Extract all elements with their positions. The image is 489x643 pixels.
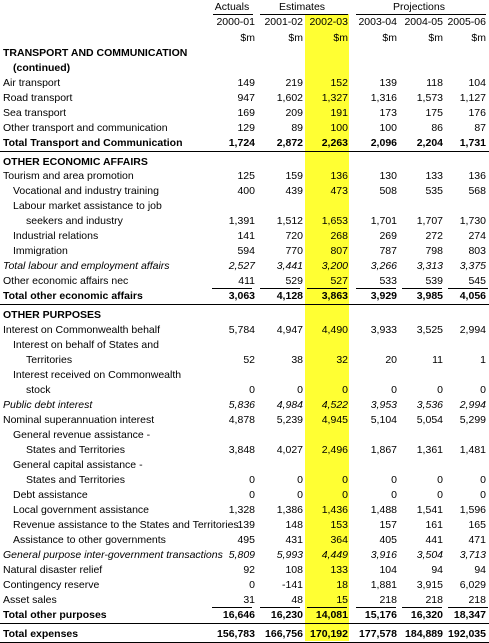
cell-value: 508	[379, 185, 397, 197]
cell-value: 6,029	[459, 579, 486, 591]
cell-value: 3,848	[228, 444, 255, 456]
cell-value: 20	[385, 354, 397, 366]
group-projections: Projections	[393, 1, 445, 13]
row-label: General purpose inter-government transactions	[3, 549, 223, 561]
cell-value: 473	[330, 185, 348, 197]
row-label: Interest received on Commonwealth	[13, 369, 182, 381]
cell-value: 2,994	[459, 324, 486, 336]
table-row	[0, 229, 489, 243]
table-row	[0, 458, 489, 472]
cell-value: 3,200	[321, 260, 348, 272]
row-label: Contingency reserve	[3, 579, 100, 591]
cell-value: 798	[425, 245, 443, 257]
cell-value: 192,035	[448, 628, 486, 640]
cell-value: 0	[480, 489, 486, 501]
cell-value: 1,867	[370, 444, 397, 456]
table-row	[0, 259, 489, 273]
row-label: Road transport	[3, 92, 73, 104]
cell-value: 533	[379, 275, 397, 287]
cell-value: 11	[432, 354, 443, 366]
cell-value: 3,063	[228, 290, 255, 302]
cell-value: 4,449	[321, 549, 348, 561]
cell-value: 1	[480, 354, 486, 366]
cell-value: 545	[468, 275, 486, 287]
cell-value: 1,512	[276, 215, 303, 227]
cell-value: 720	[285, 230, 303, 242]
table-row	[0, 413, 489, 427]
unit-header: $m	[288, 32, 303, 44]
cell-value: 1,881	[370, 579, 397, 591]
cell-value: 100	[330, 122, 348, 134]
cell-value: 3,863	[321, 290, 348, 302]
cell-value: 108	[285, 564, 303, 576]
cell-value: 1,391	[228, 215, 255, 227]
cell-value: 431	[285, 534, 303, 546]
cell-value: 527	[330, 275, 348, 287]
cell-value: 161	[425, 519, 443, 531]
cell-value: 149	[237, 77, 255, 89]
cell-value: 1,731	[459, 137, 486, 149]
cell-value: 0	[480, 384, 486, 396]
cell-value: 94	[431, 564, 443, 576]
table-row	[0, 169, 489, 183]
year-header: 2000-01	[216, 16, 255, 28]
cell-value: 0	[391, 474, 397, 486]
cell-value: 169	[237, 107, 255, 119]
cell-value: 0	[297, 489, 303, 501]
cell-value: 48	[291, 594, 303, 606]
cell-value: 1,541	[416, 504, 443, 516]
cell-value: 539	[425, 275, 443, 287]
row-label: Local government assistance	[13, 504, 149, 516]
cell-value: 364	[330, 534, 348, 546]
cell-value: 803	[468, 245, 486, 257]
cell-value: -141	[281, 579, 303, 591]
cell-value: 441	[425, 534, 443, 546]
cell-value: 4,490	[321, 324, 348, 336]
cell-value: 2,527	[228, 260, 255, 272]
cell-value: 5,239	[276, 414, 303, 426]
cell-value: 175	[425, 107, 443, 119]
cell-value: 1,386	[276, 504, 303, 516]
total-rule	[0, 623, 489, 624]
cell-value: 2,994	[459, 399, 486, 411]
table-row	[0, 428, 489, 442]
cell-value: 176	[468, 107, 486, 119]
row-label: Industrial relations	[13, 230, 99, 242]
year-header: 2004-05	[404, 16, 443, 28]
row-label: Revenue assistance to the States and Territories	[13, 519, 239, 531]
table-row	[0, 91, 489, 105]
cell-value: 770	[285, 245, 303, 257]
cell-value: 3,985	[416, 290, 443, 302]
cell-value: 100	[379, 122, 397, 134]
cell-value: 1,361	[416, 444, 443, 456]
cell-value: 2,872	[276, 137, 303, 149]
cell-value: 3,713	[459, 549, 486, 561]
cell-value: 125	[237, 170, 255, 182]
table-row	[0, 578, 489, 592]
row-label: Labour market assistance to job	[13, 200, 162, 212]
table-row	[0, 473, 489, 487]
cell-value: 170,192	[310, 628, 348, 640]
cell-value: 219	[285, 77, 303, 89]
cell-value: 594	[237, 245, 255, 257]
cell-value: 86	[431, 122, 443, 134]
table-row	[0, 443, 489, 457]
cell-value: 268	[330, 230, 348, 242]
cell-value: 5,784	[228, 324, 255, 336]
cell-value: 807	[330, 245, 348, 257]
cell-value: 787	[379, 245, 397, 257]
cell-value: 94	[474, 564, 486, 576]
cell-value: 3,504	[416, 549, 443, 561]
row-label: Air transport	[3, 77, 61, 89]
cell-value: 31	[243, 594, 255, 606]
cell-value: 495	[237, 534, 255, 546]
cell-value: 0	[437, 489, 443, 501]
cell-value: 14,081	[315, 609, 348, 621]
cell-value: 191	[330, 107, 348, 119]
cell-value: 218	[468, 594, 486, 606]
table-row	[0, 121, 489, 135]
row-label: Immigration	[13, 245, 68, 257]
cell-value: 209	[285, 107, 303, 119]
table-row	[0, 308, 489, 322]
cell-value: 184,889	[405, 628, 443, 640]
cell-value: 1,701	[370, 215, 397, 227]
cell-value: 3,266	[370, 260, 397, 272]
table-row	[0, 368, 489, 382]
table-row	[0, 398, 489, 412]
cell-value: 947	[237, 92, 255, 104]
cell-value: 16,230	[270, 609, 303, 621]
table-row	[0, 274, 489, 288]
cell-value: 3,441	[276, 260, 303, 272]
cell-value: 87	[474, 122, 486, 134]
row-label: Total Transport and Communication	[3, 137, 183, 149]
cell-value: 4,945	[321, 414, 348, 426]
cell-value: 104	[379, 564, 397, 576]
cell-value: 0	[297, 384, 303, 396]
row-label: Other economic affairs nec	[3, 275, 129, 287]
table-row	[0, 61, 489, 75]
cell-value: 1,481	[459, 444, 486, 456]
table-row	[0, 323, 489, 337]
cell-value: 38	[291, 354, 303, 366]
row-label: stock	[26, 384, 51, 396]
cell-value: 0	[391, 384, 397, 396]
cell-value: 3,525	[416, 324, 443, 336]
row-label: Other transport and communication	[3, 122, 168, 134]
table-row	[0, 608, 489, 622]
cell-value: 139	[379, 77, 397, 89]
cell-value: 1,328	[228, 504, 255, 516]
cell-value: 1,327	[321, 92, 348, 104]
row-label: Total other economic affairs	[3, 290, 143, 302]
cell-value: 0	[480, 474, 486, 486]
cell-value: 139	[237, 519, 255, 531]
cell-value: 130	[379, 170, 397, 182]
group-underline-projections	[356, 14, 486, 15]
cell-value: 1,724	[228, 137, 255, 149]
cell-value: 3,313	[416, 260, 443, 272]
row-label: General revenue assistance -	[13, 429, 151, 441]
cell-value: 5,809	[228, 549, 255, 561]
cell-value: 159	[285, 170, 303, 182]
row-label: States and Territories	[26, 444, 126, 456]
unit-header: $m	[333, 32, 348, 44]
row-label: Total labour and employment affairs	[3, 260, 170, 272]
cell-value: 405	[379, 534, 397, 546]
cell-value: 148	[285, 519, 303, 531]
table-row	[0, 106, 489, 120]
table-row	[0, 136, 489, 150]
table-row	[0, 518, 489, 532]
row-label: Interest on behalf of States and	[13, 339, 159, 351]
row-label: Tourism and area promotion	[3, 170, 134, 182]
cell-value: 1,730	[459, 215, 486, 227]
cell-value: 3,916	[370, 549, 397, 561]
cell-value: 136	[468, 170, 486, 182]
cell-value: 129	[237, 122, 255, 134]
cell-value: 568	[468, 185, 486, 197]
cell-value: 2,263	[321, 137, 348, 149]
cell-value: 439	[285, 185, 303, 197]
cell-value: 1,488	[370, 504, 397, 516]
cell-value: 1,573	[416, 92, 443, 104]
cell-value: 15,176	[364, 609, 397, 621]
table-row	[0, 593, 489, 607]
row-label: Assistance to other governments	[13, 534, 166, 546]
cell-value: 18,347	[453, 609, 486, 621]
cell-value: 1,127	[459, 92, 486, 104]
cell-value: 3,915	[416, 579, 443, 591]
cell-value: 3,953	[370, 399, 397, 411]
table-row	[0, 488, 489, 502]
year-header: 2005-06	[447, 16, 486, 28]
table-row	[0, 46, 489, 60]
cell-value: 133	[330, 564, 348, 576]
cell-value: 3,929	[370, 290, 397, 302]
cell-value: 141	[237, 230, 255, 242]
cell-value: 0	[249, 384, 255, 396]
cell-value: 4,056	[459, 290, 486, 302]
cell-value: 471	[468, 534, 486, 546]
row-label: Territories	[26, 354, 73, 366]
year-header: 2003-04	[358, 16, 397, 28]
cell-value: 535	[425, 185, 443, 197]
cell-value: 18	[336, 579, 348, 591]
table-row	[0, 383, 489, 397]
cell-value: 32	[336, 354, 348, 366]
cell-value: 3,933	[370, 324, 397, 336]
cell-value: 0	[342, 489, 348, 501]
cell-value: 173	[379, 107, 397, 119]
cell-value: 269	[379, 230, 397, 242]
cell-value: 5,054	[416, 414, 443, 426]
cell-value: 165	[468, 519, 486, 531]
cell-value: 0	[249, 579, 255, 591]
table-row	[0, 627, 489, 641]
cell-value: 2,496	[321, 444, 348, 456]
cell-value: 1,316	[370, 92, 397, 104]
total-rule	[0, 304, 489, 305]
row-label: OTHER PURPOSES	[3, 309, 102, 321]
group-actuals: Actuals	[214, 1, 250, 13]
cell-value: 4,984	[276, 399, 303, 411]
row-label: Asset sales	[3, 594, 57, 606]
table-row	[0, 503, 489, 517]
cell-value: 400	[237, 185, 255, 197]
group-underline-actuals	[213, 14, 253, 15]
unit-header: $m	[428, 32, 443, 44]
row-label: TRANSPORT AND COMMUNICATION	[3, 47, 188, 59]
cell-value: 529	[285, 275, 303, 287]
cell-value: 15	[336, 594, 348, 606]
cell-value: 4,522	[321, 399, 348, 411]
cell-value: 0	[249, 474, 255, 486]
year-header: 2002-03	[309, 16, 348, 28]
cell-value: 5,104	[370, 414, 397, 426]
cell-value: 0	[391, 489, 397, 501]
row-label: States and Territories	[26, 474, 126, 486]
cell-value: 104	[468, 77, 486, 89]
cell-value: 16,320	[410, 609, 443, 621]
cell-value: 0	[342, 384, 348, 396]
row-label: Total expenses	[3, 628, 79, 640]
cell-value: 4,947	[276, 324, 303, 336]
cell-value: 133	[425, 170, 443, 182]
cell-value: 92	[243, 564, 255, 576]
cell-value: 177,578	[359, 628, 397, 640]
cell-value: 274	[468, 230, 486, 242]
row-label: seekers and industry	[26, 215, 123, 227]
cell-value: 1,436	[321, 504, 348, 516]
cell-value: 2,204	[416, 137, 443, 149]
unit-header: $m	[240, 32, 255, 44]
row-label: Total other purposes	[3, 609, 107, 621]
row-label: Vocational and industry training	[13, 185, 159, 197]
cell-value: 218	[379, 594, 397, 606]
cell-value: 1,707	[416, 215, 443, 227]
cell-value: 166,756	[265, 628, 303, 640]
group-estimates: Estimates	[278, 1, 326, 13]
cell-value: 0	[342, 474, 348, 486]
table-row	[0, 244, 489, 258]
cell-value: 5,993	[276, 549, 303, 561]
table-row	[0, 289, 489, 303]
row-label: Sea transport	[3, 107, 67, 119]
table-row	[0, 155, 489, 169]
cell-value: 4,878	[228, 414, 255, 426]
table-row	[0, 533, 489, 547]
cell-value: 1,653	[321, 215, 348, 227]
row-label: Debt assistance	[13, 489, 88, 501]
cell-value: 157	[379, 519, 397, 531]
year-header: 2001-02	[264, 16, 303, 28]
cell-value: 272	[425, 230, 443, 242]
cell-value: 52	[243, 354, 255, 366]
group-underline-estimates	[260, 14, 348, 15]
cell-value: 118	[426, 77, 443, 89]
row-label: Nominal superannuation interest	[3, 414, 155, 426]
cell-value: 1,596	[459, 504, 486, 516]
cell-value: 153	[330, 519, 348, 531]
cell-value: 2,096	[370, 137, 397, 149]
row-label: Public debt interest	[3, 399, 93, 411]
row-label: (continued)	[13, 62, 71, 74]
cell-value: 1,602	[276, 92, 303, 104]
table-row	[0, 353, 489, 367]
cell-value: 3,536	[416, 399, 443, 411]
row-label: General capital assistance -	[13, 459, 143, 471]
row-label: Interest on Commonwealth behalf	[3, 324, 161, 336]
unit-header: $m	[382, 32, 397, 44]
cell-value: 0	[437, 384, 443, 396]
cell-value: 89	[291, 122, 303, 134]
table-row	[0, 563, 489, 577]
cell-value: 411	[238, 275, 255, 287]
row-label: OTHER ECONOMIC AFFAIRS	[3, 156, 148, 168]
cell-value: 4,128	[276, 290, 303, 302]
cell-value: 152	[330, 77, 348, 89]
cell-value: 4,027	[276, 444, 303, 456]
cell-value: 0	[297, 474, 303, 486]
cell-value: 136	[330, 170, 348, 182]
unit-header: $m	[471, 32, 486, 44]
total-rule	[0, 151, 489, 152]
table-row	[0, 76, 489, 90]
cell-value: 5,836	[228, 399, 255, 411]
table-row	[0, 338, 489, 352]
table-row	[0, 548, 489, 562]
cell-value: 218	[425, 594, 443, 606]
cell-value: 5,299	[459, 414, 486, 426]
cell-value: 0	[437, 474, 443, 486]
cell-value: 3,375	[459, 260, 486, 272]
table-row	[0, 214, 489, 228]
row-label: Natural disaster relief	[3, 564, 103, 576]
cell-value: 156,783	[217, 628, 255, 640]
table-row	[0, 184, 489, 198]
cell-value: 0	[249, 489, 255, 501]
cell-value: 16,646	[222, 609, 255, 621]
table-row	[0, 199, 489, 213]
